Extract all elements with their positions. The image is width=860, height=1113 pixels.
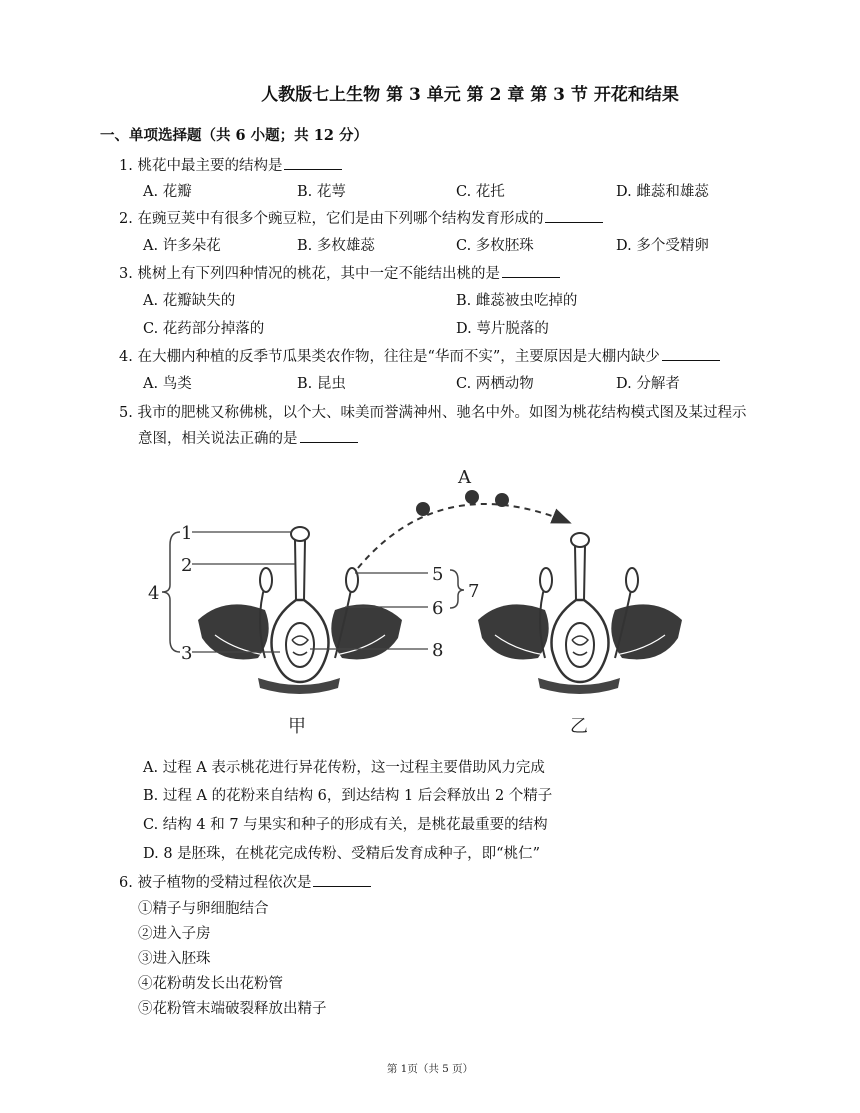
answer-blank [662,348,720,361]
label-7: 7 [468,581,480,602]
label-2: 2 [181,555,193,576]
q4-option-d: D. 分解者 [616,376,680,392]
question-5-stem-cont: 意图，相关说法正确的是 [138,431,298,447]
label-3: 3 [181,643,193,664]
page-footer: 第 1页（共 5 页） [386,1063,474,1075]
pollen-grain [416,502,430,516]
page-title: 人教版七上生物 第 3 单元 第 2 章 第 3 节 开花和结果 [261,85,679,105]
label-8: 8 [432,640,444,661]
question-5: 5. 我市的肥桃又称佛桃，以个大、味美而誉满神州、驰名中外。如图为桃花结构模式图及某过程示 [119,405,747,421]
question-4 [119,345,720,366]
question-2 [119,207,603,228]
q5-option-c: C. 结构 4 和 7 与果实和种子的形成有关，是桃花最重要的结构 [143,817,548,833]
question-3-stem: 3. 桃树上有下列四种情况的桃花，其中一定不能结出桃的是 [119,266,500,282]
q1-option-d: D. 雌蕊和雄蕊 [616,184,709,200]
pollen-grain [465,490,479,504]
question-1 [119,154,342,175]
question-6-stem: 6. 被子植物的受精过程依次是 [119,875,312,891]
q2-option-d: D. 多个受精卵 [616,238,709,254]
q2-option-c: C. 多枚胚珠 [456,238,534,254]
q3-option-a: A. 花瓣缺失的 [143,293,236,309]
q5-option-a: A. 过程 A 表示桃花进行异花传粉，这一过程主要借助风力完成 [143,760,545,776]
label-4: 4 [148,583,160,604]
flower-structure-figure [140,460,720,745]
label-6: 6 [432,598,444,619]
label-5: 5 [432,564,444,585]
label-a: A [458,467,471,488]
q4-option-b: B. 昆虫 [297,376,346,392]
flower-yi [478,533,682,694]
caption-jia: 甲 [288,716,306,737]
q6-item-3: ③进入胚珠 [138,951,211,967]
answer-blank [300,430,358,443]
q5-option-b: B. 过程 A 的花粉来自结构 6，到达结构 1 后会释放出 2 个精子 [143,788,553,804]
q6-item-4: ④花粉萌发长出花粉管 [138,976,283,992]
question-2-stem: 2. 在豌豆荚中有很多个豌豆粒，它们是由下列哪个结构发育形成的 [119,211,544,227]
label-1: 1 [181,523,193,544]
question-3 [119,262,560,283]
q2-option-b: B. 多枚雄蕊 [297,238,375,254]
question-5-continued [138,427,358,448]
answer-blank [313,874,371,887]
caption-yi: 乙 [570,716,588,737]
q3-option-b: B. 雌蕊被虫吃掉的 [456,293,578,309]
answer-blank [284,157,342,170]
q1-option-c: C. 花托 [456,184,505,200]
section-heading: 一、单项选择题（共 6 小题；共 12 分） [100,127,368,144]
flower-diagram [140,460,720,745]
q2-option-a: A. 许多朵花 [143,238,221,254]
q1-option-b: B. 花萼 [297,184,346,200]
answer-blank [502,265,560,278]
pollen-grain [495,493,509,507]
q4-option-a: A. 鸟类 [143,376,192,392]
question-4-stem: 4. 在大棚内种植的反季节瓜果类农作物，往往是“华而不实”，主要原因是大棚内缺少 [119,349,660,365]
q3-option-d: D. 萼片脱落的 [456,321,549,337]
pollination-arrow [358,490,568,568]
q6-item-2: ②进入子房 [138,926,211,942]
q6-item-1: ①精子与卵细胞结合 [138,901,269,917]
answer-blank [545,210,603,223]
question-1-stem: 1. 桃花中最主要的结构是 [119,158,283,174]
q5-option-d: D. 8 是胚珠，在桃花完成传粉、受精后发育成种子，即“桃仁” [143,846,540,862]
q1-option-a: A. 花瓣 [143,184,192,200]
q3-option-c: C. 花药部分掉落的 [143,321,265,337]
q4-option-c: C. 两栖动物 [456,376,534,392]
q6-item-5: ⑤花粉管末端破裂释放出精子 [138,1001,327,1017]
flower-jia [198,527,402,694]
question-6 [119,871,371,892]
